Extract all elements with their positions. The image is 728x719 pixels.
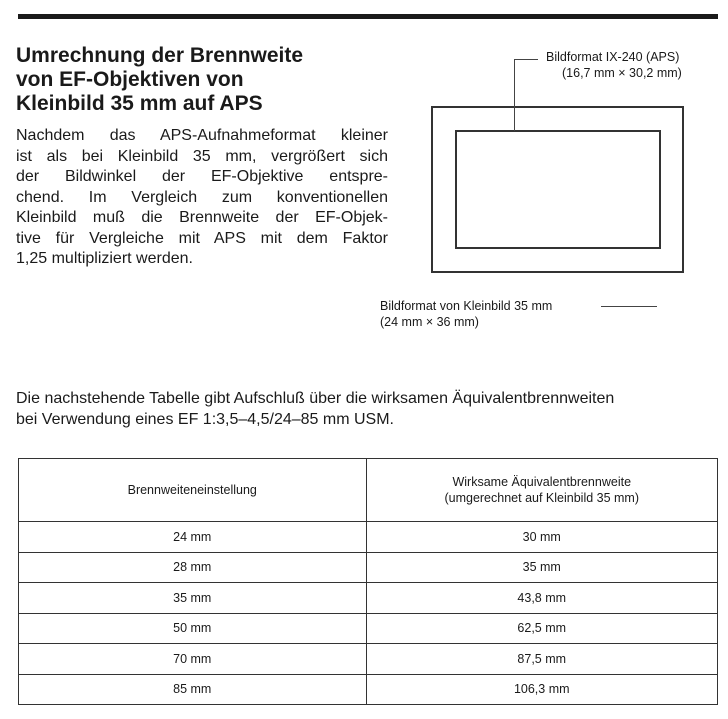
title-line: von EF-Objektiven von: [16, 68, 244, 91]
header-equivalent-line: Wirksame Äquivalentbrennweite: [452, 475, 632, 489]
header-equivalent-line: (umgerechnet auf Kleinbild 35 mm): [444, 491, 640, 505]
focal-setting-cell: 70 mm: [19, 644, 367, 675]
focal-length-table: [18, 458, 718, 705]
equivalent-cell: 35 mm: [366, 552, 718, 583]
intro-line: tive für Vergleiche mit APS mit dem Faktor: [16, 229, 388, 247]
header-focal-setting: Brennweiteneinstellung: [19, 459, 367, 522]
focal-setting-cell: 35 mm: [19, 583, 367, 614]
aps-leader-line: [514, 59, 515, 131]
kleinbild-leader-line: [601, 306, 657, 307]
title-line: Kleinbild 35 mm auf APS: [16, 92, 263, 115]
focal-setting-cell: 28 mm: [19, 552, 367, 583]
table-intro-line: bei Verwendung eines EF 1:3,5–4,5/24–85 mm USM.: [16, 410, 394, 428]
title-line: Umrechnung der Brennweite: [16, 44, 304, 67]
kleinbild-format-name: Bildformat von Kleinbild 35 mm: [380, 299, 553, 313]
kleinbild-format-dimensions: (24 mm × 36 mm): [380, 315, 479, 329]
table-row: [19, 674, 718, 705]
focal-setting-cell: 50 mm: [19, 613, 367, 644]
aps-frame: [455, 130, 661, 249]
intro-line: ist als bei Kleinbild 35 mm, vergrößert sich: [16, 147, 388, 165]
equivalent-cell: 87,5 mm: [366, 644, 718, 675]
table-intro-text: [16, 389, 716, 430]
table-header-row: [19, 459, 718, 522]
table-row: [19, 552, 718, 583]
aps-format-name: Bildformat IX-240 (APS): [546, 50, 680, 64]
aps-leader-line: [514, 59, 538, 60]
intro-text: [16, 126, 388, 270]
equivalent-cell: 43,8 mm: [366, 583, 718, 614]
table-intro-line: Die nachstehende Tabelle gibt Aufschluß über die wirksamen Äquivalentbrennweiten: [16, 390, 615, 407]
table-row: [19, 613, 718, 644]
table-row: [19, 644, 718, 675]
intro-line: chend. Im Vergleich zum konventionellen: [16, 188, 388, 206]
focal-setting-cell: 24 mm: [19, 522, 367, 553]
equivalent-cell: 30 mm: [366, 522, 718, 553]
header-equivalent-focal-length: [366, 459, 718, 522]
table-row: [19, 522, 718, 553]
table-row: [19, 583, 718, 614]
page-title: [16, 44, 396, 116]
intro-line: Kleinbild muß die Brennweite der EF-Objek-: [16, 209, 388, 226]
equivalent-cell: 106,3 mm: [366, 674, 718, 705]
kleinbild-format-label: [380, 298, 552, 330]
aps-format-dimensions: (16,7 mm × 30,2 mm): [562, 66, 682, 80]
top-rule: [18, 14, 718, 19]
equivalent-cell: 62,5 mm: [366, 613, 718, 644]
focal-setting-cell: 85 mm: [19, 674, 367, 705]
intro-line: Nachdem das APS-Aufnahmeformat kleiner: [16, 127, 388, 144]
aps-format-label: [546, 49, 682, 81]
intro-line: 1,25 multipliziert werden.: [16, 250, 193, 267]
intro-line: der Bildwinkel der EF-Objektive entspre-: [16, 168, 388, 185]
